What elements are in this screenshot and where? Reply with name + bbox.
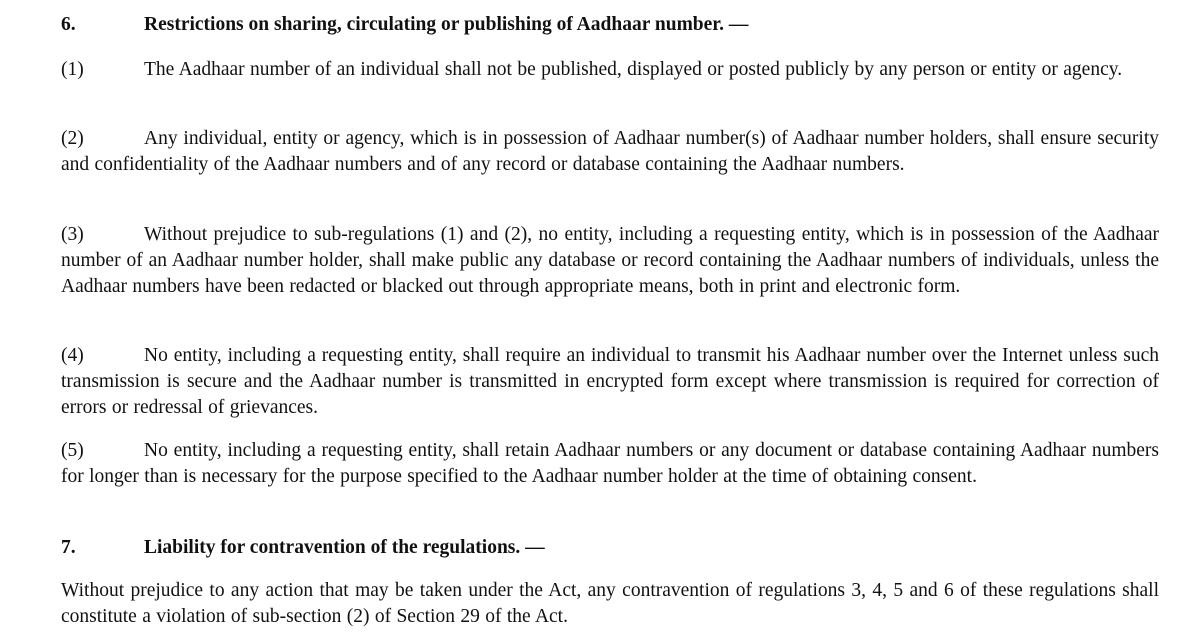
sub-regulation-text: No entity, including a requesting entity, shall require an individual to transmit his Aadhaar number over the Internet unless such transmission is secure and the Aadhaar number is transmitted in encrypted form except where transmission is required for correction of errors or redressal of grievances.	[61, 345, 1159, 418]
sub-regulation-1	[61, 57, 1159, 83]
sub-regulation-number: (2)	[61, 128, 84, 149]
sub-regulation-text: No entity, including a requesting entity, shall retain Aadhaar numbers or any document or database containing Aadhaar numbers for longer than is necessary for the purpose specified to the Aadhaar number holder at the time of obtaining consent.	[61, 440, 1159, 487]
sub-regulation-4	[61, 343, 1159, 421]
sub-regulation-number: (3)	[61, 224, 84, 245]
sub-regulation-2	[61, 126, 1159, 178]
sub-regulation-text: Any individual, entity or agency, which is in possession of Aadhaar number(s) of Aadhaar number holders, shall ensure security and confidentiality of the Aadhaar numbers and of any record or database containing the Aadhaar numbers.	[61, 128, 1159, 175]
section-6-heading	[61, 12, 748, 38]
sub-regulation-number: (5)	[61, 440, 84, 461]
section-body-text: Without prejudice to any action that may be taken under the Act, any contravention of regulations 3, 4, 5 and 6 of these regulations shall constitute a violation of sub-section (2) of Section 29 of the Act.	[61, 580, 1159, 627]
section-number: 7.	[61, 537, 76, 558]
section-title: Liability for contravention of the regulations. —	[144, 537, 545, 558]
sub-regulation-text: Without prejudice to sub-regulations (1) and (2), no entity, including a requesting entity, which is in possession of the Aadhaar number of an Aadhaar number holder, shall make public any database or record containing the Aadhaar numbers of individuals, unless the Aadhaar numbers have been redacted or blacked out through appropriate means, both in print and electronic form.	[61, 224, 1159, 297]
section-7-heading	[61, 535, 545, 561]
sub-regulation-text: The Aadhaar number of an individual shall not be published, displayed or posted publicly by any person or entity or agency.	[144, 59, 1123, 80]
sub-regulation-number: (4)	[61, 345, 84, 366]
section-7-body	[61, 578, 1159, 630]
sub-regulation-5	[61, 438, 1159, 490]
section-title: Restrictions on sharing, circulating or publishing of Aadhaar number. —	[144, 14, 749, 35]
sub-regulation-number: (1)	[61, 59, 84, 80]
section-number: 6.	[61, 14, 76, 35]
sub-regulation-3	[61, 222, 1159, 300]
